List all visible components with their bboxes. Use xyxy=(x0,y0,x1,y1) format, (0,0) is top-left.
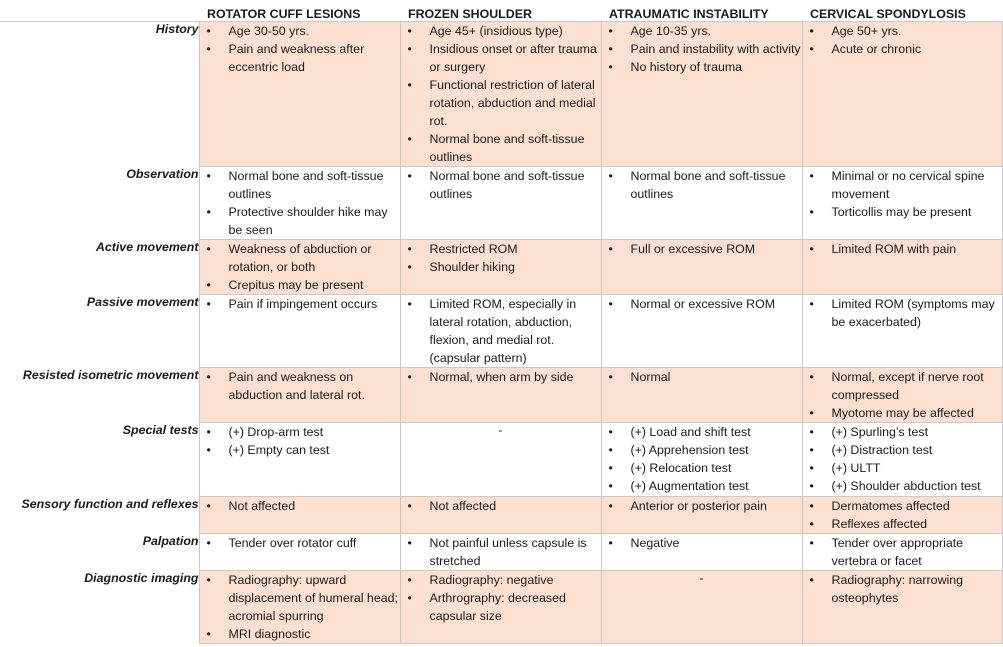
bullet-list xyxy=(602,295,802,313)
bullet-item: • Normal bone and soft-tissue outlines xyxy=(401,167,601,203)
bullet-list xyxy=(803,497,1002,533)
bullet-item: • Age 45+ (insidious type) xyxy=(401,22,601,40)
table-cell xyxy=(802,368,1002,423)
bullet-item: • (+) Drop-arm test xyxy=(200,423,400,441)
table-cell xyxy=(400,240,601,295)
table-row xyxy=(0,534,1002,571)
table-cell xyxy=(199,167,400,240)
bullet-item: • Tender over appropriate vertebra or facet xyxy=(803,534,1002,570)
table-row xyxy=(0,167,1002,240)
bullet-item: • MRI diagnostic xyxy=(200,625,400,643)
bullet-item: • (+) Shoulder abduction test xyxy=(803,477,1002,495)
table-cell xyxy=(601,534,802,571)
bullet-item: • No history of trauma xyxy=(602,58,802,76)
table-cell xyxy=(199,240,400,295)
header-row xyxy=(0,0,1002,22)
bullet-item: • Acute or chronic xyxy=(803,40,1002,58)
bullet-item: • Weakness of abduction or rotation, or both xyxy=(200,240,400,276)
bullet-list xyxy=(602,423,802,495)
table-row xyxy=(0,368,1002,423)
bullet-item: • Dermatomes affected xyxy=(803,497,1002,515)
bullet-list xyxy=(200,295,400,313)
bullet-item: • (+) Relocation test xyxy=(602,459,802,477)
column-header-cervical-spondylosis: CERVICAL SPONDYLOSIS xyxy=(802,0,1002,22)
column-header-rotator-cuff: ROTATOR CUFF LESIONS xyxy=(199,0,400,22)
row-label: Active movement xyxy=(95,239,199,254)
bullet-item: • Normal, when arm by side xyxy=(401,368,601,386)
bullet-list xyxy=(200,571,400,643)
bullet-item: • Full or excessive ROM xyxy=(602,240,802,258)
table-cell xyxy=(400,368,601,423)
bullet-item: • Pain if impingement occurs xyxy=(200,295,400,313)
bullet-list xyxy=(200,22,400,76)
row-label: History xyxy=(155,22,199,36)
row-label: Passive movement xyxy=(86,294,199,309)
bullet-item: • Normal, except if nerve root compressed xyxy=(803,368,1002,404)
bullet-item: • Crepitus may be present xyxy=(200,276,400,294)
table-cell xyxy=(199,423,400,497)
table-cell xyxy=(601,240,802,295)
bullet-item: • Limited ROM (symptoms may be exacerbated) xyxy=(803,295,1002,331)
bullet-item: • (+) Spurling’s test xyxy=(803,423,1002,441)
bullet-item: • (+) Empty can test xyxy=(200,441,400,459)
bullet-list xyxy=(401,534,601,570)
bullet-item: • Normal or excessive ROM xyxy=(602,295,802,313)
table-cell xyxy=(601,423,802,497)
bullet-item: • Radiography: negative xyxy=(401,571,601,589)
bullet-item: • Tender over rotator cuff xyxy=(200,534,400,552)
bullet-list xyxy=(602,167,802,203)
bullet-list xyxy=(602,534,802,552)
bullet-list xyxy=(401,22,601,166)
bullet-item: • (+) Apprehension test xyxy=(602,441,802,459)
bullet-list xyxy=(803,22,1002,58)
bullet-list xyxy=(200,497,400,515)
bullet-list xyxy=(401,240,601,276)
bullet-list xyxy=(200,240,400,294)
bullet-item: • Normal bone and soft-tissue outlines xyxy=(401,130,601,166)
table-row xyxy=(0,295,1002,368)
bullet-item: • Pain and weakness on abduction and lateral rot. xyxy=(200,368,400,404)
bullet-list xyxy=(803,295,1002,331)
bullet-item: • Normal xyxy=(602,368,802,386)
bullet-list xyxy=(602,240,802,258)
row-label: Special tests xyxy=(122,422,199,437)
bullet-item: • Age 30-50 yrs. xyxy=(200,22,400,40)
column-header-frozen-shoulder: FROZEN SHOULDER xyxy=(400,0,601,22)
bullet-item: • Arthrography: decreased capsular size xyxy=(401,589,601,625)
row-label: Palpation xyxy=(142,533,199,548)
bullet-list xyxy=(401,497,601,515)
bullet-item: • Normal bone and soft-tissue outlines xyxy=(200,167,400,203)
bullet-list xyxy=(803,368,1002,422)
column-header-atraumatic-instability: ATRAUMATIC INSTABILITY xyxy=(601,0,802,22)
bullet-item: • Pain and instability with activity xyxy=(602,40,802,58)
bullet-item: • Normal bone and soft-tissue outlines xyxy=(602,167,802,203)
bullet-list xyxy=(602,22,802,76)
bullet-item: • Not affected xyxy=(200,497,400,515)
bullet-list xyxy=(200,534,400,552)
bullet-item: • Not painful unless capsule is stretched xyxy=(401,534,601,570)
bullet-item: • Restricted ROM xyxy=(401,240,601,258)
bullet-list xyxy=(602,497,802,515)
bullet-item: • Insidious onset or after trauma or surgery xyxy=(401,40,601,76)
bullet-item: • Myotome may be affected xyxy=(803,404,1002,422)
table-cell xyxy=(802,22,1002,167)
table-cell xyxy=(400,295,601,368)
bullet-item: • Functional restriction of lateral rotation, abduction and medial rot. xyxy=(401,76,601,130)
bullet-item: • Not affected xyxy=(401,497,601,515)
table-cell xyxy=(199,497,400,534)
table-cell xyxy=(199,534,400,571)
bullet-item: • Limited ROM with pain xyxy=(803,240,1002,258)
bullet-list xyxy=(401,167,601,203)
bullet-list xyxy=(200,167,400,239)
bullet-item: • Anterior or posterior pain xyxy=(602,497,802,515)
table-cell xyxy=(601,497,802,534)
table-cell xyxy=(802,534,1002,571)
table-cell xyxy=(802,167,1002,240)
bullet-item: • Minimal or no cervical spine movement xyxy=(803,167,1002,203)
table-cell xyxy=(601,167,802,240)
table-row xyxy=(0,497,1002,534)
bullet-list xyxy=(200,368,400,404)
row-label: Observation xyxy=(126,166,199,181)
table-cell xyxy=(400,571,601,644)
bullet-item: • (+) Load and shift test xyxy=(602,423,802,441)
table-cell xyxy=(199,368,400,423)
table-cell xyxy=(400,497,601,534)
table-row xyxy=(0,571,1002,644)
bullet-list xyxy=(401,295,601,367)
corner-cell xyxy=(0,0,199,22)
bullet-list xyxy=(200,423,400,459)
table-cell xyxy=(802,571,1002,644)
bullet-item: • (+) Distraction test xyxy=(803,441,1002,459)
table-cell xyxy=(601,295,802,368)
bullet-item: • (+) Augmentation test xyxy=(602,477,802,495)
bullet-item: • Radiography: narrowing osteophytes xyxy=(803,571,1002,607)
bullet-item: • Reflexes affected xyxy=(803,515,1002,533)
bullet-item: • Negative xyxy=(602,534,802,552)
table-cell xyxy=(199,295,400,368)
table-row xyxy=(0,240,1002,295)
table-cell xyxy=(802,423,1002,497)
bullet-list xyxy=(803,534,1002,570)
table-body xyxy=(0,22,1002,644)
bullet-item: • (+) ULTT xyxy=(803,459,1002,477)
table-cell: - xyxy=(601,571,802,644)
table-cell xyxy=(601,22,802,167)
bullet-list xyxy=(401,368,601,386)
row-label: Resisted isometric movement xyxy=(22,367,199,382)
bullet-list xyxy=(602,368,802,386)
table-cell xyxy=(802,497,1002,534)
table-row xyxy=(0,22,1002,167)
bullet-item: • Age 10-35 yrs. xyxy=(602,22,802,40)
table-cell xyxy=(199,571,400,644)
bullet-list xyxy=(803,571,1002,607)
bullet-list xyxy=(803,423,1002,495)
row-label: Diagnostic imaging xyxy=(84,570,199,585)
table-cell xyxy=(802,240,1002,295)
table-row xyxy=(0,423,1002,497)
table-cell xyxy=(400,167,601,240)
bullet-item: • Protective shoulder hike may be seen xyxy=(200,203,400,239)
bullet-item: • Age 50+ yrs. xyxy=(803,22,1002,40)
table-cell xyxy=(601,368,802,423)
bullet-item: • Torticollis may be present xyxy=(803,203,1002,221)
bullet-list xyxy=(803,167,1002,221)
bullet-item: • Limited ROM, especially in lateral rotation, abduction, flexion, and medial rot. (capsular pattern) xyxy=(401,295,601,367)
bullet-item: • Shoulder hiking xyxy=(401,258,601,276)
table-cell xyxy=(400,534,601,571)
table-cell xyxy=(400,22,601,167)
table-cell: - xyxy=(400,423,601,497)
table-cell xyxy=(802,295,1002,368)
bullet-list xyxy=(803,240,1002,258)
bullet-item: • Radiography: upward displacement of humeral head; acromial spurring xyxy=(200,571,400,625)
table-cell xyxy=(199,22,400,167)
bullet-item: • Pain and weakness after eccentric load xyxy=(200,40,400,76)
bullet-list xyxy=(401,571,601,625)
row-label: Sensory function and reflexes xyxy=(21,496,199,511)
